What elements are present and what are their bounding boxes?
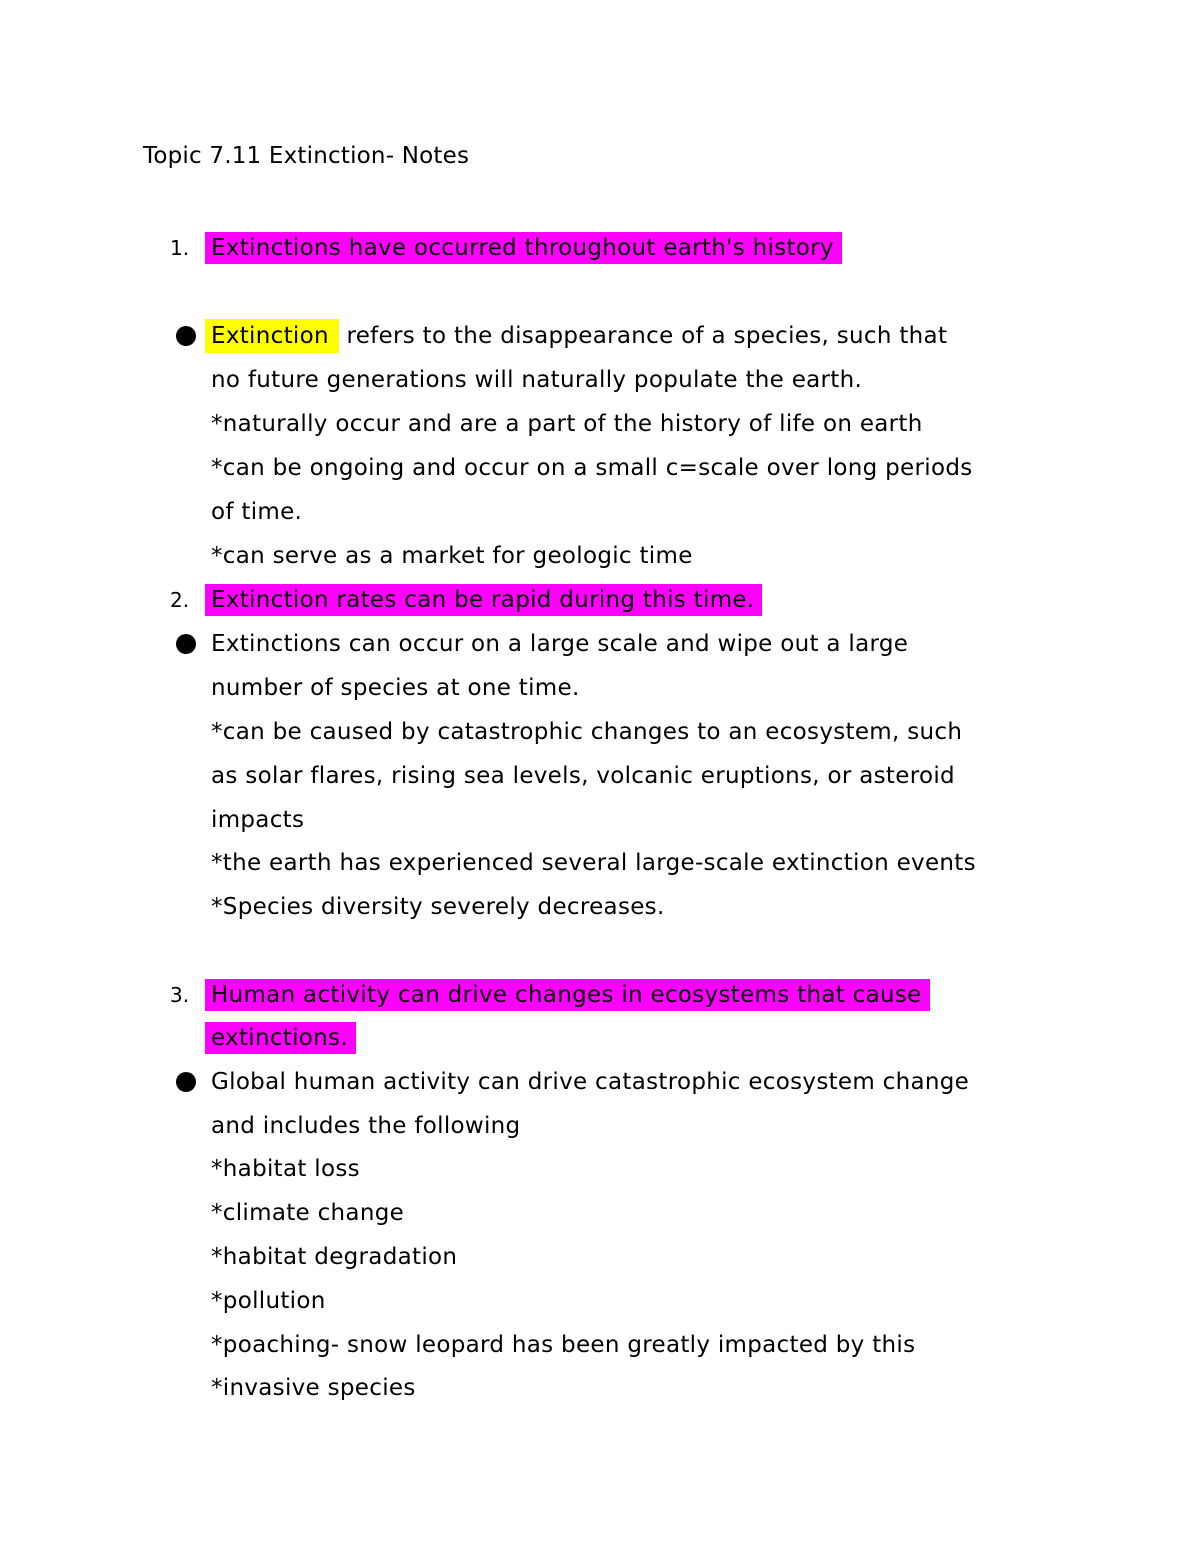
section-1-bullet-text: refers to the disappearance of a species, such that (338, 323, 948, 349)
section-2-note: as solar flares, rising sea levels, volcanic eruptions, or asteroid (211, 763, 955, 789)
section-3-note: *poaching- snow leopard has been greatly impacted by this (211, 1332, 916, 1358)
section-1-note: *can be ongoing and occur on a small c=scale over long periods (211, 455, 973, 481)
section-1-heading (205, 232, 842, 264)
section-2-heading (205, 584, 762, 616)
section-3-bullet-line-1: Global human activity can drive catastrophic ecosystem change (211, 1069, 970, 1095)
bullet-icon (176, 634, 196, 654)
section-1-bullet-line-1 (205, 320, 947, 352)
section-1-note: *can serve as a market for geologic time (211, 543, 693, 569)
extinction-term-highlight: Extinction (205, 319, 339, 353)
section-3-heading-line-2 (205, 1022, 356, 1054)
section-3-heading-text: Human activity can drive changes in ecosystems that cause (205, 979, 930, 1011)
section-1-note: *naturally occur and are a part of the history of life on earth (211, 411, 923, 437)
section-2-note: *Species diversity severely decreases. (211, 894, 665, 920)
bullet-icon (176, 326, 196, 346)
section-2-note: impacts (211, 807, 305, 833)
section-1-number: 1. (170, 236, 190, 260)
section-3-note: *pollution (211, 1288, 326, 1314)
section-2-number: 2. (170, 588, 190, 612)
section-3-note: *climate change (211, 1200, 405, 1226)
section-1-note: of time. (211, 499, 303, 525)
section-3-heading-text: extinctions. (205, 1022, 356, 1054)
section-1-heading-text: Extinctions have occurred throughout earth's history (205, 232, 842, 264)
section-3-heading-line-1 (205, 979, 930, 1011)
section-3-number: 3. (170, 983, 190, 1007)
section-2-bullet-line-1: Extinctions can occur on a large scale and wipe out a large (211, 631, 909, 657)
section-3-note: *habitat degradation (211, 1244, 458, 1270)
section-3-note: *habitat loss (211, 1156, 360, 1182)
section-2-heading-text: Extinction rates can be rapid during this time. (205, 584, 762, 616)
section-2-bullet-line-2: number of species at one time. (211, 675, 580, 701)
section-1-bullet-line-2: no future generations will naturally populate the earth. (211, 367, 863, 393)
section-3-bullet-line-2: and includes the following (211, 1113, 521, 1139)
section-2-note: *can be caused by catastrophic changes to an ecosystem, such (211, 719, 963, 745)
page-title: Topic 7.11 Extinction- Notes (143, 143, 470, 169)
bullet-icon (176, 1072, 196, 1092)
section-2-note: *the earth has experienced several large-scale extinction events (211, 850, 976, 876)
section-3-note: *invasive species (211, 1375, 416, 1401)
